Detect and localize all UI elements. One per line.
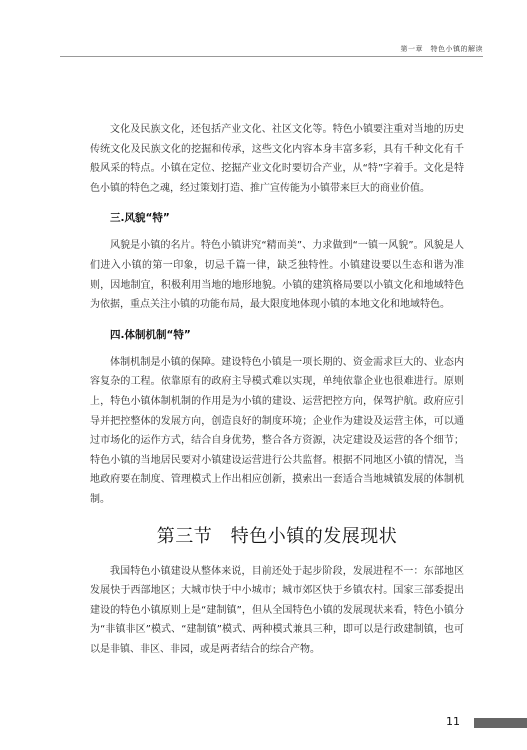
page-body (90, 120, 464, 659)
page-number: 11 (446, 715, 460, 728)
paragraph-culture: 文化及民族文化，还包括产业文化、社区文化等。特色小镇要注重对当地的历史传统文化及民族文化的挖掘和传承，这些文化内容本身丰富多彩，具有千种文化有千般风采的特点。小镇在定位、挖掘产业文化时要切合产业，从“特”字着手。文化是特色小镇的特色之魂，经过策划打造、推广宣传能为小镇带来巨大的商业价值。 (90, 124, 464, 194)
paragraph-appearance: 风貌是小镇的名片。特色小镇讲究“精而美”、力求做到“一镇一风貌”。风貌是人们进入小镇的第一印象，切忌千篇一律，缺乏独特性。小镇建设要以生态和谐为准则，因地制宜，积极利用当地的地形地貌。小镇的建筑格局要以小镇文化和地域特色为依据，重点关注小镇的功能布局，最大限度地体现小镇的本地文化和地域特色。 (90, 240, 464, 311)
paragraph-mechanism: 体制机制是小镇的保障。建设特色小镇是一项长期的、资金需求巨大的、业态内容复杂的工程。依靠原有的政府主导模式难以实现，单纯依靠企业也很难进行。原则上，特色小镇体制机制的作用是为小镇的建设、运营把控方向，保驾护航。政府应引导并把控整体的发展方向，创造良好的制度环境；企业作为建设及运营主体，可以通过市场化的运作方式，结合自身优势，整合各方资源，决定建设及运营的各个细节；特色小镇的当地居民要对小镇建设运营进行公共监督。根据不同地区小镇的情况，当地政府要在制度、管理模式上作出相应创新，摸索出一套适合当地城镇发展的体制机制。 (90, 356, 464, 505)
running-header: 第一章 特色小镇的解读 (400, 45, 483, 53)
footer-bar (474, 718, 527, 728)
subheading-mechanism: 四.体制机制“特” (110, 328, 191, 341)
paragraph-status: 我国特色小镇建设从整体来说，目前还处于起步阶段，发展进程不一：东部地区发展快于西部地区；大城市快于中小城市；城市郊区快于乡镇农村。国家三部委提出建设的特色小镇原则上是“建制镇”，但从全国特色小镇的发展现状来看，特色小镇分为“非镇非区”模式、“建制镇”模式、两种模式兼具三种，即可以是行政建制镇，也可以是非镇、非区、非园，或是两者结合的综合产物。 (90, 565, 464, 655)
subheading-appearance: 三.风貌“特” (110, 212, 170, 225)
header-rule (60, 56, 483, 57)
section-title: 第三节 特色小镇的发展现状 (156, 525, 398, 547)
